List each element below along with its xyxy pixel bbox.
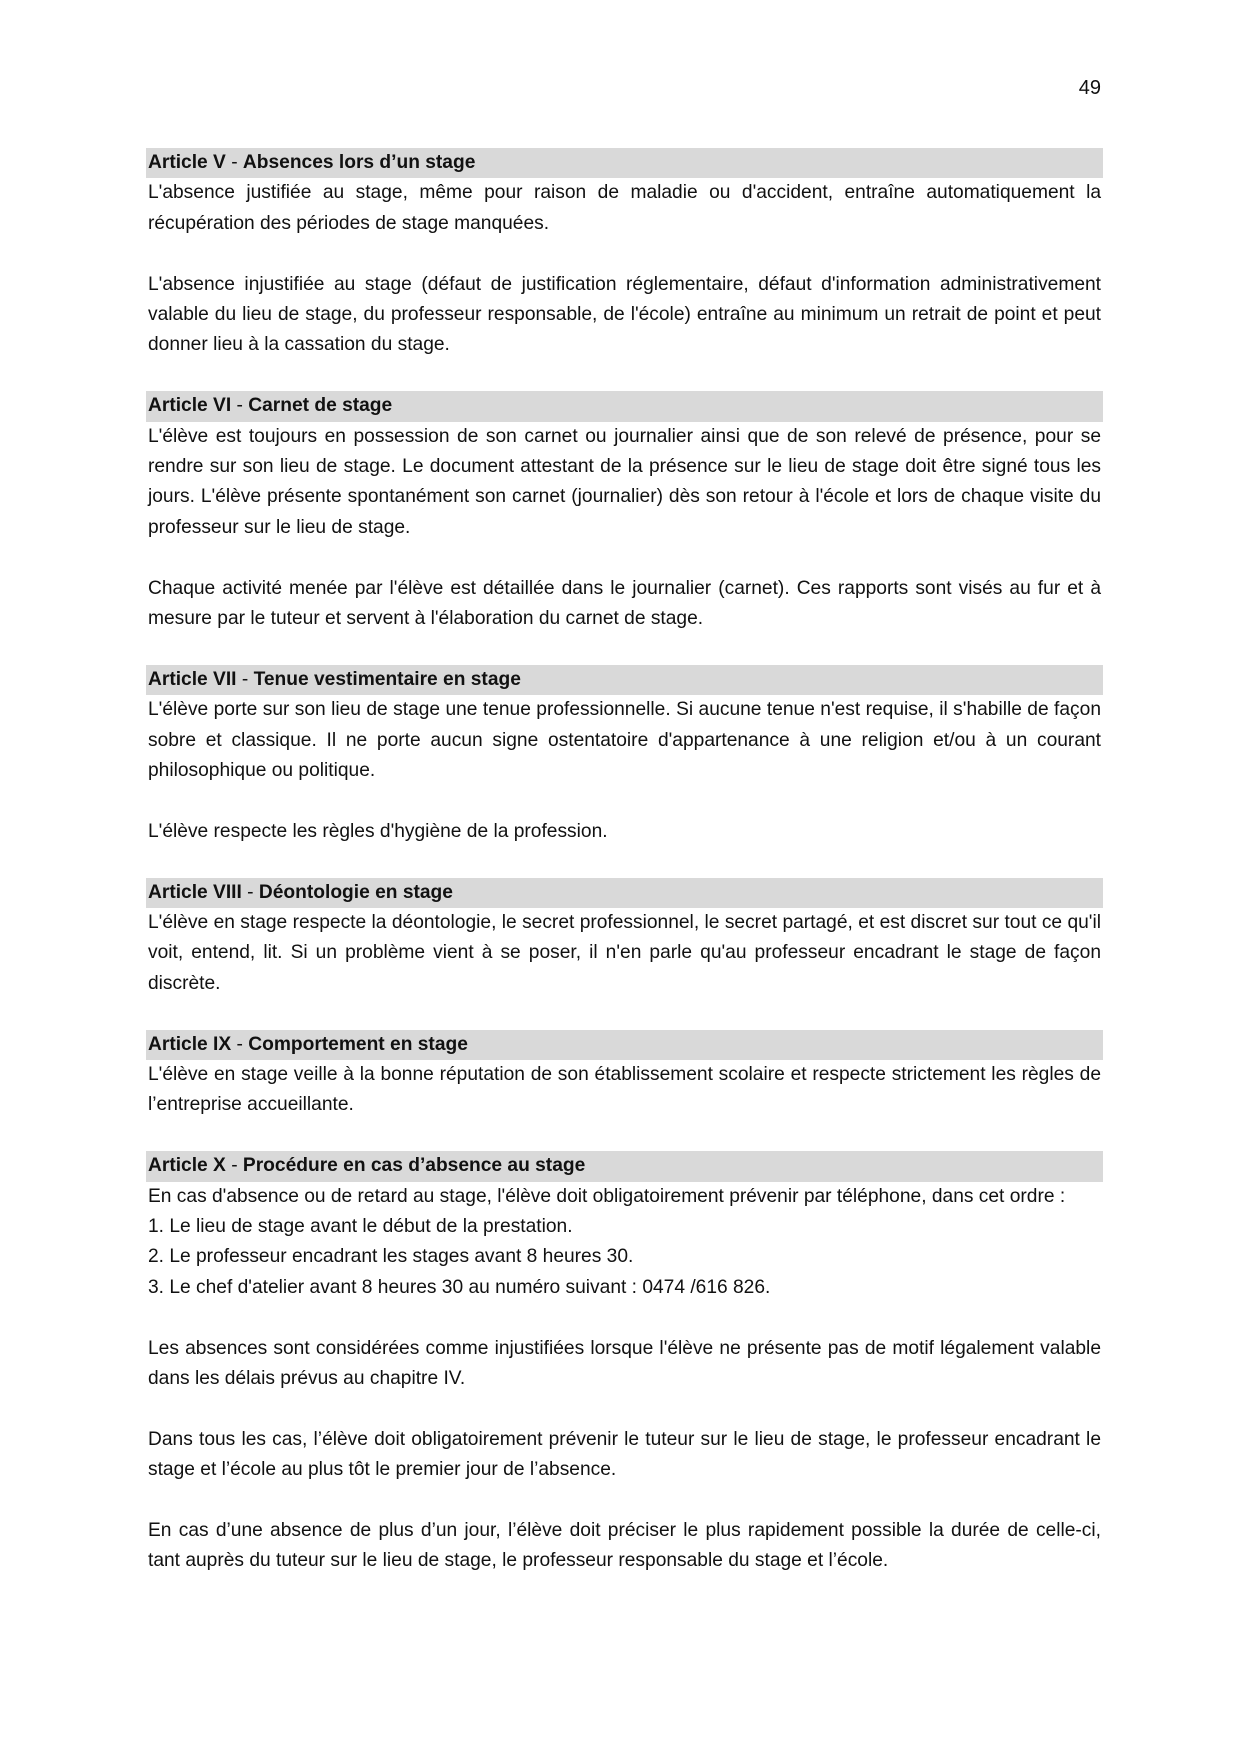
page-number: 49 <box>1078 77 1101 99</box>
article-x <box>148 1151 1101 1577</box>
article-title: Tenue vestimentaire en stage <box>253 668 521 690</box>
article-vii <box>148 665 1101 847</box>
list-item: 1. Le lieu de stage avant le début de la prestation. <box>148 1216 573 1237</box>
paragraph: En cas d’une absence de plus d’un jour, l’élève doit préciser le plus rapidement possible la durée de celle-ci, tant auprès du tuteur sur le lieu de stage, le professeur responsable du stage et l’école. <box>148 1520 1101 1572</box>
paragraph: Dans tous les cas, l’élève doit obligatoirement prévenir le tuteur sur le lieu de stage, le professeur encadrant le stage et l’école au plus tôt le premier jour de l’absence. <box>148 1428 1101 1481</box>
paragraph: L'élève en stage respecte la déontologie, le secret professionnel, le secret partagé, et est discret sur tout ce qu'il voit, entend, lit. Si un problème vient à se poser, il n'en parle qu'au professeur encadrant le stage de façon discrète. <box>148 912 1101 994</box>
article-ix <box>148 1030 1101 1121</box>
article-number: Article IX <box>148 1033 232 1055</box>
article-title: Comportement en stage <box>248 1033 468 1055</box>
article-title: Absences lors d’un stage <box>242 152 476 173</box>
article-heading: Article VIII - Déontologie en stage <box>146 878 1103 908</box>
article-heading: Article X - Procédure en cas d’absence au stage <box>146 1151 1103 1181</box>
list-item: 3. Le chef d'atelier avant 8 heures 30 au numéro suivant : 0474 /616 826. <box>148 1276 771 1298</box>
article-heading: Article IX - Comportement en stage <box>146 1030 1103 1060</box>
paragraph: L'élève en stage veille à la bonne réputation de son établissement scolaire et respecte strictement les règles de l’entreprise accueillante. <box>148 1064 1101 1116</box>
paragraph: L'élève porte sur son lieu de stage une tenue professionnelle. Si aucune tenue n'est requise, il s'habille de façon sobre et classique. Il ne porte aucun signe ostentatoire d'appartenance à une religion et/ou à un courant philosophique ou politique. <box>148 699 1101 782</box>
article-title: Carnet de stage <box>248 395 393 417</box>
list-item: 2. Le professeur encadrant les stages avant 8 heures 30. <box>148 1246 634 1268</box>
article-number: Article V <box>148 152 226 173</box>
article-viii <box>148 878 1101 1000</box>
article-heading: Article VII - Tenue vestimentaire en stage <box>146 665 1103 695</box>
article-title: Déontologie en stage <box>258 881 453 903</box>
paragraph: Les absences sont considérées comme injustifiées lorsque l'élève ne présente pas de motif légalement valable dans les délais prévus au chapitre IV. <box>148 1337 1101 1390</box>
article-heading: Article V - Absences lors d’un stage <box>146 148 1103 178</box>
article-v <box>148 148 1101 361</box>
article-number: Article X <box>148 1155 226 1177</box>
article-heading: Article VI - Carnet de stage <box>146 391 1103 421</box>
article-vi <box>148 391 1101 634</box>
article-number: Article VIII <box>148 881 242 903</box>
paragraph-intro: En cas d'absence ou de retard au stage, l'élève doit obligatoirement prévenir par téléphone, dans cet ordre : <box>148 1185 1066 1207</box>
document-body <box>148 148 1101 1607</box>
article-title: Procédure en cas d’absence au stage <box>242 1155 586 1177</box>
article-number: Article VI <box>148 395 232 417</box>
paragraph: L'élève est toujours en possession de son carnet ou journalier ainsi que de son relevé de présence, pour se rendre sur son lieu de stage. Le document attestant de la présence sur le lieu de stage doit être signé tous les jours. L'élève présente spontanément son carnet (journalier) dès son retour à l'école et lors de chaque visite du professeur sur le lieu de stage. <box>148 425 1101 538</box>
paragraph: L'absence injustifiée au stage (défaut de justification réglementaire, défaut d'information administrativement valable du lieu de stage, du professeur responsable, de l'école) entraîne au minimum un retrait de point et peut donner lieu à la cassation du stage. <box>148 273 1101 356</box>
paragraph: L'absence justifiée au stage, même pour raison de maladie ou d'accident, entraîne automatiquement la récupération des périodes de stage manquées. <box>148 182 1101 234</box>
paragraph: Chaque activité menée par l'élève est détaillée dans le journalier (carnet). Ces rapports sont visés au fur et à mesure par le tuteur et servent à l'élaboration du carnet de stage. <box>148 577 1101 630</box>
article-number: Article VII <box>148 668 237 690</box>
paragraph: L'élève respecte les règles d'hygiène de la profession. <box>148 820 608 842</box>
